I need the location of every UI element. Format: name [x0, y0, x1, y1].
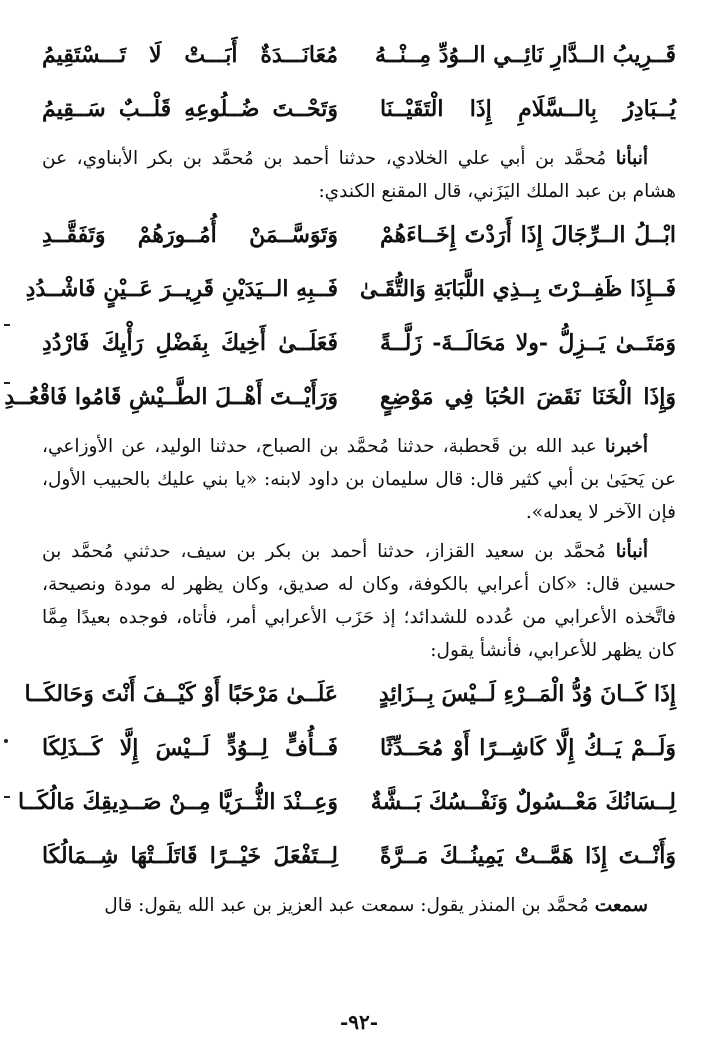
narration-lead-word: سمعت	[594, 895, 648, 916]
verse-line	[42, 316, 676, 370]
narration-paragraph	[42, 889, 676, 922]
narration-text: مُحمَّد بن سعيد القزاز، حدثنا أحمد بن بكر بن سيف، حدثني مُحمَّد بن حسين قال: «كان أعرابي بالكوفة، وكان له صديق، وكان يظهر له مودة ونصيحة، فاتَّخذه الأعرابي من عُدده للشدائد؛ إذ حَزَب الأعرابي أمر، فأتاه، فوجده بعيدًا مِمَّا كان يظهر للأعرابي، فأنشأ يقول:	[42, 541, 676, 661]
margin-dot-mark	[4, 739, 8, 743]
poem-block-1	[42, 28, 676, 136]
verse-first-hemistich: قَــرِيبُ الــدَّارِ نَائِــي الــوُدِّ مِــنْــهُ	[375, 42, 676, 68]
narration-paragraph	[42, 535, 676, 667]
verse-line	[42, 208, 676, 262]
verse-second-hemistich: وَتَحْــتَ ضُــلُوعِهِ قَلْــبٌ سَــقِيمُ	[42, 96, 338, 122]
narration-paragraph	[42, 142, 676, 208]
verse-second-hemistich: وَتَوَسَّــمَنْ أُمُــورَهُمْ وَتَفَقَّــدِ	[42, 222, 338, 248]
narration-lead-word: أنبأنا	[615, 541, 648, 562]
verse-first-hemistich: وَمَتَــىٰ يَــزِلُّ -ولا مَحَالَــةَ- زَلَّــةً	[380, 330, 676, 356]
verse-first-hemistich: يُــبَادِرُ بِالــسَّلَامِ إِذَا الْتَقَيْــنَا	[380, 96, 676, 122]
narration-lead-word: أخبرنا	[604, 436, 648, 457]
narration-text: مُحمَّد بن المنذر يقول: سمعت عبد العزيز بن عبد الله يقول: قال	[104, 895, 595, 916]
verse-line	[25, 262, 676, 316]
book-page	[4, 28, 676, 1034]
verse-first-hemistich: إِذَا كَــانَ وُدُّ الْمَــرْءِ لَــيْسَ بِــزَائِدٍ	[378, 681, 676, 707]
verse-first-hemistich: لِــسَانُكَ مَعْــسُولٌ وَنَفْــسُكَ بَــشَّةٌ	[370, 789, 676, 815]
poem-block-3	[17, 667, 676, 883]
narration-lead-word: أنبأنا	[615, 148, 648, 169]
verse-line	[42, 28, 676, 82]
verse-second-hemistich: مُعَانَـــدَةٌ أَبَـــتْ لَا تَـــسْتَقِيمُ	[42, 42, 338, 68]
verse-line	[24, 667, 676, 721]
verse-line	[4, 370, 676, 424]
page-number: -٩٢-	[339, 1010, 379, 1034]
poem-block-2	[4, 208, 676, 424]
verse-first-hemistich: وَلَــمْ يَــكُ إِلَّا كَاشِــرًا أَوْ مُحَــدِّثًا	[380, 735, 676, 761]
verse-first-hemistich: ابْــلُ الــرِّجَالَ إِذَا أَرَدْتَ إِخَــاءَهُمْ	[380, 222, 676, 248]
verse-second-hemistich: فَــبِهِ الــيَدَيْنِ قَرِيــرَ عَــيْنٍ فَاشْــدُدِ	[25, 276, 338, 302]
verse-second-hemistich: فَــأُفٍّ لِــوُدٍّ لَــيْسَ إِلَّا كَــذَلِكَا	[42, 735, 338, 761]
verse-second-hemistich: فَعَلَــىٰ أَخِيكَ بِفَضْلِ رَأْيِكَ فَارْدُدِ	[42, 330, 338, 356]
margin-tick-mark	[4, 796, 10, 798]
verse-first-hemistich: وَأَنْــتَ إِذَا هَمَّــتْ يَمِينُــكَ مَــرَّةً	[380, 843, 676, 869]
verse-first-hemistich: وَإِذَا الْخَنَا نَقَضَ الحُبَا فِي مَوْضِعٍ	[380, 384, 676, 410]
verse-second-hemistich: وَعِــنْدَ الثُّــرَيَّا مِــنْ صَــدِيقِكَ مَالُكَــا	[17, 789, 338, 815]
narration-text: عبد الله بن قَحطبة، حدثنا مُحمَّد بن الصباح، حدثنا الوليد، عن الأوزاعي، عن يَحيَىٰ بن أبي كثير قال: قال سليمان بن داود لابنه: «يا بني عليك بالحبيب الأول، فإن الآخر لا يعدله».	[42, 436, 676, 523]
verse-first-hemistich: فَــإِذَا ظَفِــرْتَ بِــذِي اللَّبَابَةِ وَالتُّقَـىٰ	[359, 276, 676, 302]
verse-line	[42, 721, 676, 775]
verse-second-hemistich: وَرَأَيْــتَ أَهْــلَ الطَّــيْشِ قَامُوا فَاقْعُــدِ	[4, 384, 338, 410]
verse-line	[17, 775, 676, 829]
narration-paragraph	[42, 430, 676, 529]
margin-tick-mark	[4, 324, 10, 326]
verse-line	[42, 82, 676, 136]
margin-tick-mark	[4, 382, 10, 384]
narration-text: مُحمَّد بن أبي علي الخلادي، حدثنا أحمد بن مُحمَّد بن بكر الأبناوي، عن هشام بن عبد الملك اليَزَني، قال المقنع الكندي:	[42, 148, 676, 202]
verse-second-hemistich: عَلَــىٰ مَرْحَبًا أَوْ كَيْــفَ أَنْتَ وَحَالكَــا	[24, 681, 338, 707]
verse-second-hemistich: لِــتَفْعَلَ خَيْــرًا قَاتَلَــتْهَا شِــمَالُكَا	[42, 843, 338, 869]
verse-line	[42, 829, 676, 883]
